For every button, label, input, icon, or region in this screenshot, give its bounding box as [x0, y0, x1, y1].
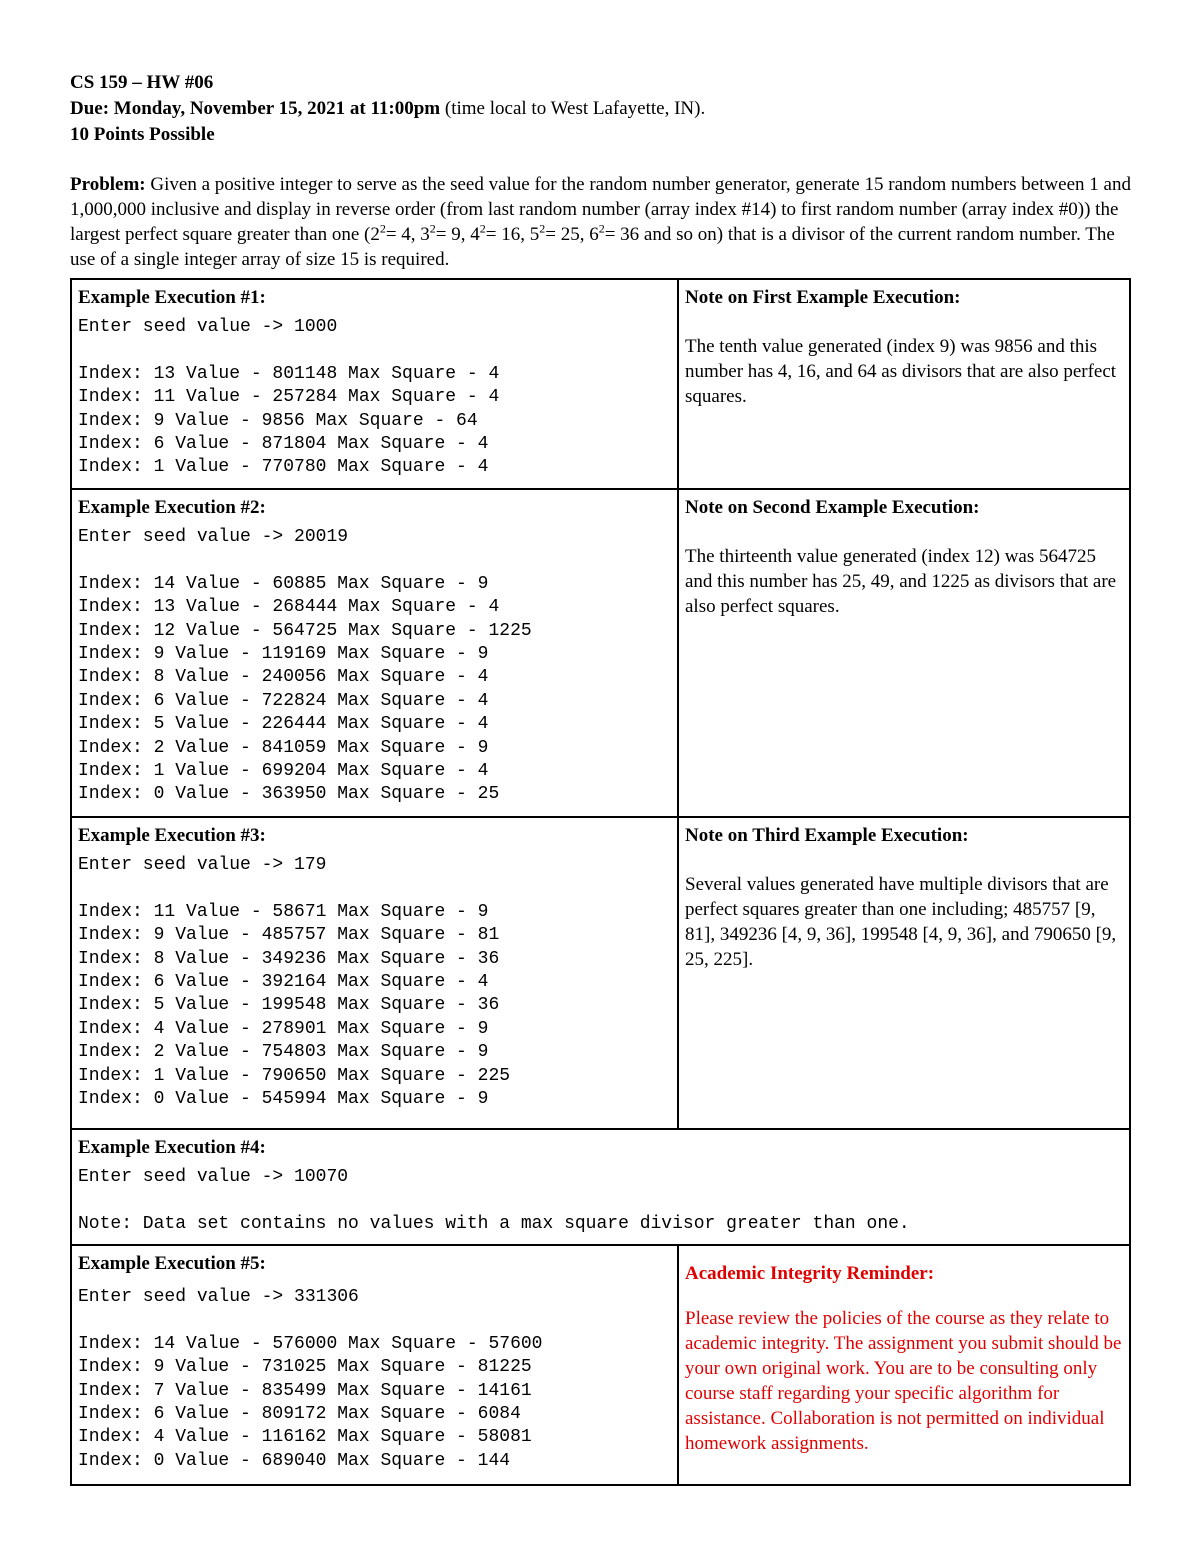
example-row-3: [71, 817, 1130, 1129]
output-line: Index: 9 Value - 485757 Max Square - 81: [78, 925, 500, 946]
homework-page: [70, 70, 1132, 1486]
example-5-output-lines: [78, 1333, 671, 1473]
output-line: Index: 9 Value - 119169 Max Square - 9: [78, 644, 489, 665]
example-4-note-line: Note: Data set contains no values with a max square divisor greater than one.: [78, 1213, 910, 1234]
output-line: Index: 14 Value - 576000 Max Square - 57600: [78, 1333, 543, 1354]
example-row-2: [71, 489, 1130, 817]
due-date: Due: Monday, November 15, 2021 at 11:00pm: [70, 98, 441, 119]
example-3-note-title: Note on Third Example Execution:: [685, 825, 969, 846]
example-3-note-text: Several values generated have multiple divisors that are perfect squares greater than one including; 485757 [9, 81], 349236 [4, 9, 36], 199548 [4, 9, 36], and 790650 [9, 25, 225].: [685, 874, 1117, 970]
output-line: Index: 6 Value - 392164 Max Square - 4: [78, 972, 489, 993]
output-line: Index: 2 Value - 754803 Max Square - 9: [78, 1042, 489, 1063]
output-line: Index: 7 Value - 835499 Max Square - 14161: [78, 1380, 532, 1401]
academic-integrity-cell: [678, 1245, 1130, 1485]
output-line: Index: 0 Value - 689040 Max Square - 144: [78, 1450, 511, 1471]
output-line: Index: 1 Value - 770780 Max Square - 4: [78, 457, 489, 478]
output-line: Index: 4 Value - 116162 Max Square - 58081: [78, 1427, 532, 1448]
example-2-note-title: Note on Second Example Execution:: [685, 497, 980, 518]
output-line: Index: 0 Value - 363950 Max Square - 25: [78, 784, 500, 805]
output-line: Index: 5 Value - 199548 Max Square - 36: [78, 995, 500, 1016]
course-title: CS 159 – HW #06: [70, 72, 214, 93]
example-1-seed-line: Enter seed value -> 1000: [78, 317, 338, 337]
output-line: Index: 13 Value - 801148 Max Square - 4: [78, 363, 500, 384]
problem-text-start: Given a positive integer to serve as the seed value for the random number generator, generate 15 random numbers between 1 and 1,000,000 inclusive and display in reverse order (from last random number (array index #14) to first random number (array index #0)) the largest perfect square greater than one (: [70, 174, 1131, 245]
examples-table: [70, 278, 1131, 1486]
example-3-output-cell: [71, 817, 678, 1129]
output-line: Index: 1 Value - 790650 Max Square - 225: [78, 1065, 511, 1086]
output-line: Index: 12 Value - 564725 Max Square - 1225: [78, 620, 532, 641]
example-4-title: Example Execution #4:: [78, 1137, 266, 1158]
example-row-1: [71, 279, 1130, 489]
output-line: Index: 9 Value - 731025 Max Square - 81225: [78, 1357, 532, 1378]
output-line: Index: 8 Value - 349236 Max Square - 36: [78, 948, 500, 969]
example-2-output-cell: [71, 489, 678, 817]
academic-integrity-text: Please review the policies of the course as they relate to academic integrity. The assignment you submit should be your own original work. You are to be consulting only course staff regarding your specific algorithm for assistance. Collaboration is not permitted on individual homework assignments.: [685, 1308, 1122, 1454]
example-5-output-cell: [71, 1245, 678, 1485]
example-5-seed-line: Enter seed value -> 331306: [78, 1287, 359, 1307]
example-row-4: [71, 1129, 1130, 1245]
output-line: Index: 1 Value - 699204 Max Square - 4: [78, 761, 489, 782]
output-line: Index: 13 Value - 268444 Max Square - 4: [78, 597, 500, 618]
output-line: Index: 11 Value - 257284 Max Square - 4: [78, 387, 500, 408]
due-line: [70, 96, 1132, 122]
output-line: Index: 4 Value - 278901 Max Square - 9: [78, 1018, 489, 1039]
output-line: Index: 14 Value - 60885 Max Square - 9: [78, 573, 489, 594]
academic-integrity-title: Academic Integrity Reminder:: [685, 1263, 935, 1284]
example-2-note-text: The thirteenth value generated (index 12) was 564725 and this number has 25, 49, and 1225 as divisors that are also perfect squares.: [685, 546, 1117, 617]
example-1-output-cell: [71, 279, 678, 489]
problem-text-end: and so on) that is a divisor of the current random number. The use of a single integer array of size 15 is required.: [70, 224, 1115, 270]
example-1-note-cell: [678, 279, 1130, 489]
example-3-title: Example Execution #3:: [78, 825, 266, 846]
output-line: Index: 5 Value - 226444 Max Square - 4: [78, 714, 489, 735]
example-3-note-cell: [678, 817, 1130, 1129]
example-1-note-text: The tenth value generated (index 9) was 9856 and this number has 4, 16, and 64 as divisors that are also perfect squares.: [685, 336, 1117, 407]
output-line: Index: 11 Value - 58671 Max Square - 9: [78, 901, 489, 922]
example-1-title: Example Execution #1:: [78, 287, 266, 308]
output-line: Index: 9 Value - 9856 Max Square - 64: [78, 410, 478, 431]
example-4-cell: [71, 1129, 1130, 1245]
output-line: Index: 6 Value - 871804 Max Square - 4: [78, 434, 489, 455]
points-possible: 10 Points Possible: [70, 124, 215, 145]
problem-statement: Problem: Given a positive integer to serve as the seed value for the random number generator, generate 15 random numbers between 1 and 1,000,000 inclusive and display in reverse order (from last random number (array index #14) to first random number (array index #0)) the largest perfect square greater than one ($2^2= 4$, $3^2= 9$, $4^2= 16$, $5^2= 25$, $6^2= 36$ and so on) that is a divisor of the current random number. The use of a single integer array of size 15 is required.: [70, 174, 1131, 270]
output-line: Index: 0 Value - 545994 Max Square - 9: [78, 1089, 489, 1110]
example-1-note-title: Note on First Example Execution:: [685, 287, 961, 308]
example-3-seed-line: Enter seed value -> 179: [78, 855, 327, 875]
output-line: Index: 6 Value - 809172 Max Square - 6084: [78, 1404, 521, 1425]
example-2-note-cell: [678, 489, 1130, 817]
example-2-seed-line: Enter seed value -> 20019: [78, 527, 349, 547]
due-timezone-note: (time local to West Lafayette, IN).: [440, 98, 706, 119]
example-4-seed-line: Enter seed value -> 10070: [78, 1167, 349, 1187]
example-2-title: Example Execution #2:: [78, 497, 266, 518]
output-line: Index: 8 Value - 240056 Max Square - 4: [78, 667, 489, 688]
example-5-title: Example Execution #5:: [78, 1253, 266, 1274]
output-line: Index: 2 Value - 841059 Max Square - 9: [78, 737, 489, 758]
output-line: Index: 6 Value - 722824 Max Square - 4: [78, 690, 489, 711]
example-row-5: [71, 1245, 1130, 1485]
problem-label: Problem:: [70, 174, 146, 195]
